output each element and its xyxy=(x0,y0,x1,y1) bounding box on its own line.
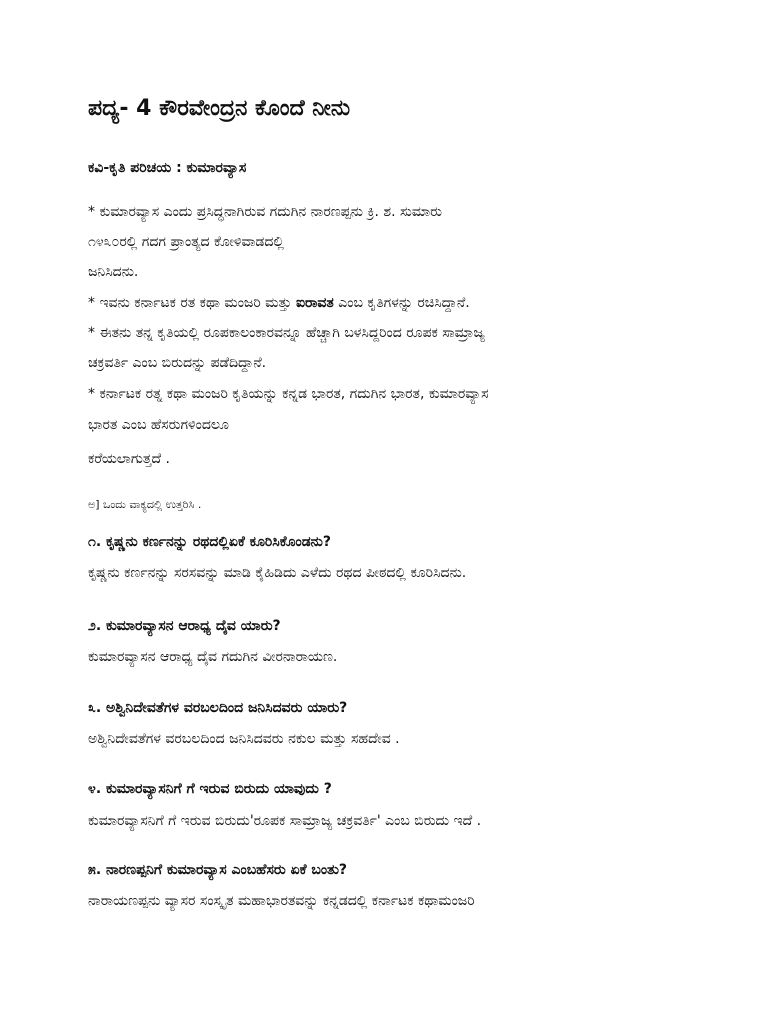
intro-line-4 xyxy=(88,295,470,311)
page-title: ಪದ್ಯ- 4 ಕೌರವೇಂದ್ರನ ಕೊಂದೆ ನೀನು xyxy=(88,96,351,121)
intro-line-4-start: * ಇವನು ಕರ್ನಾಟಕ ರತ ಕಥಾ ಮಂಜರಿ ಮತ್ತು xyxy=(88,295,296,311)
question-1: ೧. ಕೃಷ್ಣನು ಕರ್ಣನನ್ನು ರಥದಲ್ಲಿಏಕೆ ಕೂರಿಸಿಕೊಂಡನು? xyxy=(88,534,332,550)
intro-line-5: * ಈತನು ತನ್ನ ಕೃತಿಯಲ್ಲಿ ರೂಪಕಾಲಂಕಾರವನ್ನೂ ಹೆಚ್ಚಾಗಿ ಬಳಸಿದ್ದರಿಂದ ರೂಪಕ ಸಾಮ್ರಾಜ್ಯ xyxy=(88,325,485,341)
intro-line-3: ಜನಿಸಿದನು. xyxy=(88,264,139,280)
intro-line-6: ಚಕ್ರವರ್ತಿ ಎಂಬ ಬಿರುದನ್ನು ಪಡೆದಿದ್ದಾನೆ. xyxy=(88,355,267,371)
answer-3: ಅಶ್ವಿನಿದೇವತೆಗಳ ವರಬಲದಿಂದ ಜನಿಸಿದವರು ನಕುಲ ಮತ್ತು ಸಹದೇವ . xyxy=(88,731,400,747)
intro-line-2: ೧೪೩೦ರಲ್ಲಿ ಗದಗ ಪ್ರಾಂತ್ಯದ ಕೋಳಿವಾಡದಲ್ಲಿ xyxy=(88,234,284,250)
intro-line-1: * ಕುಮಾರವ್ಯಾಸ ಎಂದು ಪ್ರಸಿದ್ಧನಾಗಿರುವ ಗದುಗಿನ ನಾರಣಪ್ಪನು ಕ್ರಿ. ಶ. ಸುಮಾರು xyxy=(88,204,442,220)
answer-5: ನಾರಾಯಣಪ್ಪನು ವ್ಯಾಸರ ಸಂಸ್ಕೃತ ಮಹಾಭಾರತವನ್ನು ಕನ್ನಡದಲ್ಲಿ ಕರ್ನಾಟಕ ಕಥಾಮಂಜರಿ xyxy=(88,893,475,909)
answer-1: ಕೃಷ್ಣನು ಕರ್ಣನನ್ನು ಸರಸವನ್ನು ಮಾಡಿ ಕೈಹಿಡಿದು ಎಳೆದು ರಥದ ಪೀಠದಲ್ಲಿ ಕೂರಿಸಿದನು. xyxy=(88,565,467,581)
question-4: ೪. ಕುಮಾರವ್ಯಾಸನಿಗೆ ಗೆ ಇರುವ ಬಿರುದು ಯಾವುದು ? xyxy=(88,781,332,797)
section-heading: ಅ] ಒಂದು ವಾಕ್ಯದಲ್ಲಿ ಉತ್ತರಿಸಿ . xyxy=(88,498,202,511)
intro-line-9: ಕರೆಯಲಾಗುತ್ತದೆ . xyxy=(88,451,170,467)
intro-line-7: * ಕರ್ನಾಟಕ ರತ್ನ ಕಥಾ ಮಂಜರಿ ಕೃತಿಯನ್ನು ಕನ್ನಡ ಭಾರತ, ಗದುಗಿನ ಭಾರತ, ಕುಮಾರವ್ಯಾಸ xyxy=(88,386,489,402)
author-intro-heading: ಕವಿ-ಕೃತಿ ಪರಿಚಯ : ಕುಮಾರವ್ಯಾಸ xyxy=(88,160,247,176)
question-2: ೨. ಕುಮಾರವ್ಯಾಸನ ಆರಾಧ್ಯ ದೈವ ಯಾರು? xyxy=(88,618,281,634)
intro-line-8: ಭಾರತ ಎಂಬ ಹೆಸರುಗಳಿಂದಲೂ xyxy=(88,417,229,433)
answer-2: ಕುಮಾರವ್ಯಾಸನ ಆರಾಧ್ಯ ದೈವ ಗದುಗಿನ ವೀರನಾರಾಯಣ. xyxy=(88,649,338,665)
answer-4: ಕುಮಾರವ್ಯಾಸನಿಗೆ ಗೆ ಇರುವ ಬಿರುದು'ರೂಪಕ ಸಾಮ್ರಾಜ್ಯ ಚಕ್ರವರ್ತಿ' ಎಂಬ ಬಿರುದು ಇದೆ . xyxy=(88,813,482,829)
intro-line-4-end: ಎಂಬ ಕೃತಿಗಳನ್ನು ರಚಿಸಿದ್ದಾನೆ. xyxy=(333,295,470,311)
intro-line-4-bold-work: ಐರಾವತ xyxy=(296,295,334,311)
question-5: ೫. ನಾರಣಪ್ಪನಿಗೆ ಕುಮಾರವ್ಯಾಸ ಎಂಬಹೆಸರು ಏಕೆ ಬಂತು? xyxy=(88,862,348,878)
question-3: ೩. ಅಶ್ವಿನಿದೇವತೆಗಳ ವರಬಲದಿಂದ ಜನಿಸಿದವರು ಯಾರು? xyxy=(88,700,348,716)
